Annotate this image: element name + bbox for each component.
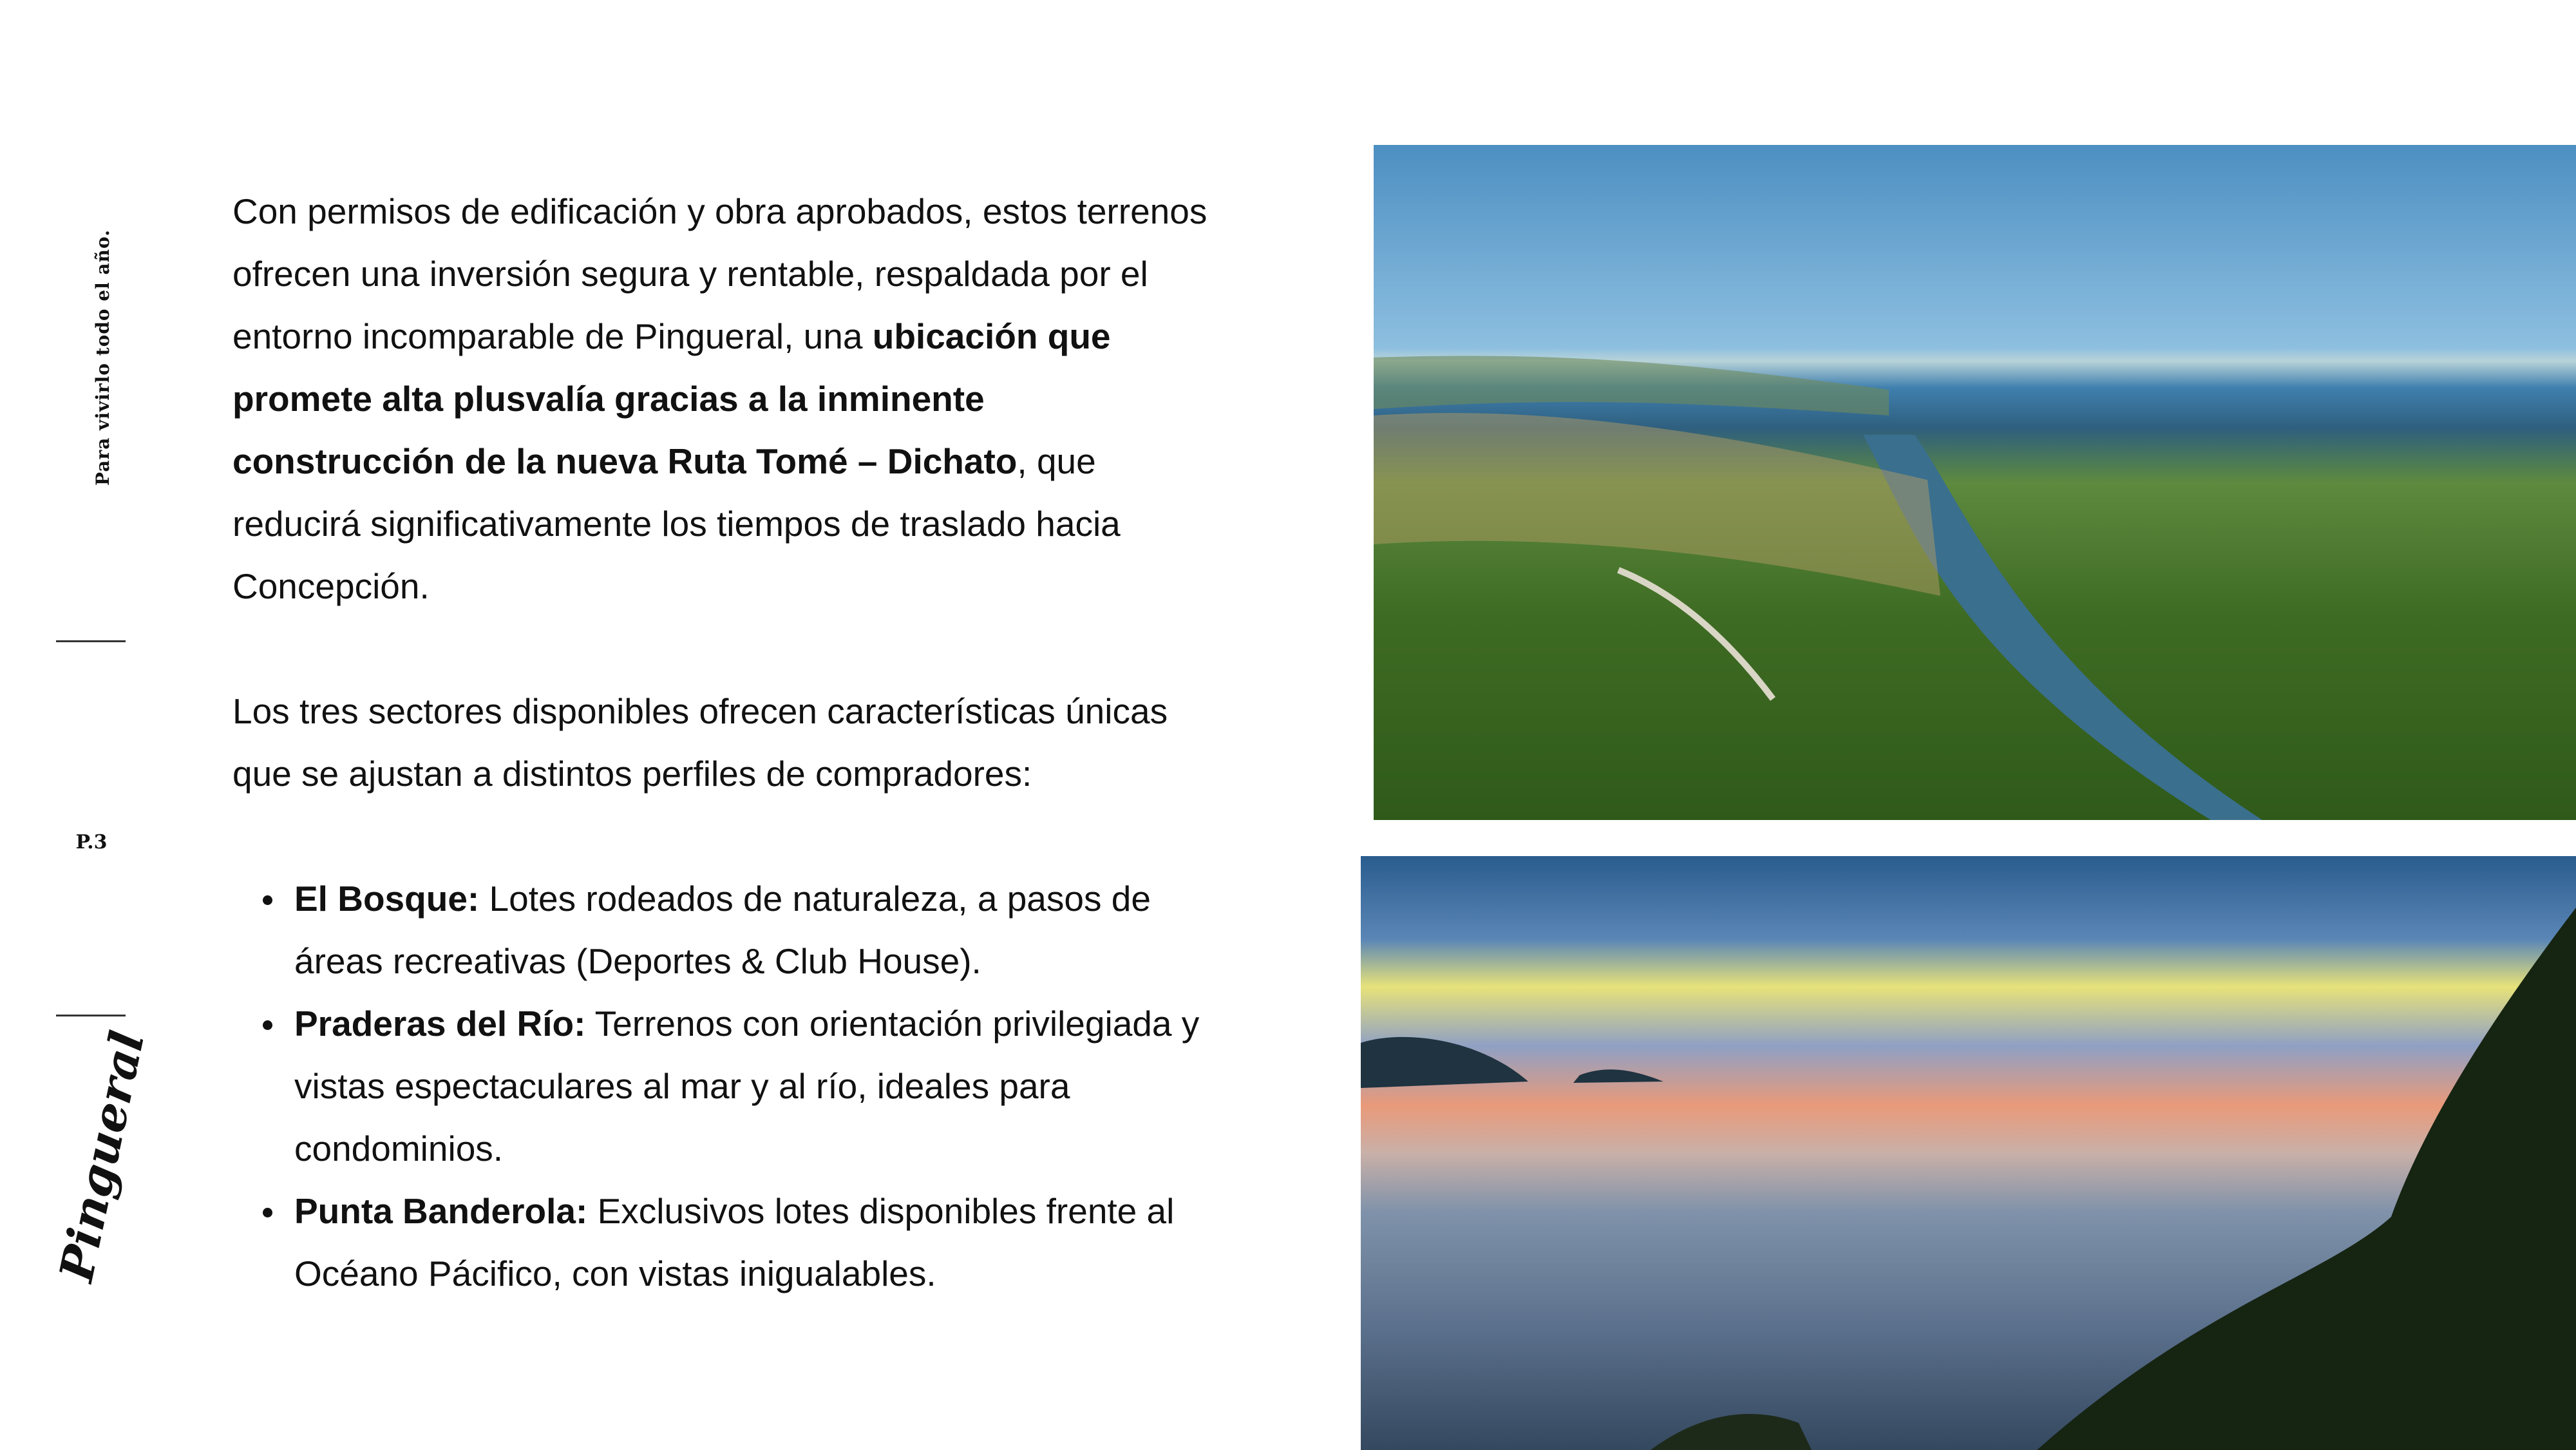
sector-description: Terrenos con orientación privilegiada y vistas espectaculares al mar y al río, ideales para condominios. <box>294 1004 1200 1169</box>
sector-praderas-del-rio <box>294 993 1211 1180</box>
main-content <box>232 180 1211 1305</box>
divider-top <box>56 640 126 642</box>
sector-name: Praderas del Río: <box>294 1004 586 1044</box>
sector-description: Exclusivos lotes disponibles frente al Océano Pácifico, con vistas inigualables. <box>294 1191 1175 1293</box>
sector-description: Lotes rodeados de naturaleza, a pasos de áreas recreativas (Deportes & Club House). <box>294 879 1151 981</box>
sidebar-tagline: Para vivirlo todo el año. <box>92 229 113 486</box>
river-aerial-photo <box>1374 145 2576 820</box>
sectors-list <box>232 868 1211 1305</box>
divider-bottom <box>56 1015 126 1016</box>
sectors-intro: Los tres sectores disponibles ofrecen características únicas que se ajustan a distintos perfiles de compradores: <box>232 691 1168 794</box>
pingueral-logo: Pingueral <box>48 1026 155 1286</box>
sector-name: Punta Banderola: <box>294 1191 588 1231</box>
intro-tail: , que reducirá significativamente los tiempos de traslado hacia Concepción. <box>232 441 1121 606</box>
sector-name: El Bosque: <box>294 879 480 919</box>
intro-text: Con permisos de edificación y obra aprobados, estos terrenos ofrecen una inversión segura y rentable, respaldada por el entorno incomparable de Pingueral, una <box>232 191 1208 356</box>
intro-paragraph <box>232 180 1211 618</box>
sunset-coast-photo <box>1361 856 2576 1450</box>
intro-highlight: ubicación que promete alta plusvalía gracias a la inminente construcción de la nueva Ruta Tomé – Dichato <box>232 316 1111 481</box>
sector-punta-banderola <box>294 1180 1211 1305</box>
sector-el-bosque <box>294 868 1211 993</box>
page-number: P.3 <box>75 831 108 854</box>
